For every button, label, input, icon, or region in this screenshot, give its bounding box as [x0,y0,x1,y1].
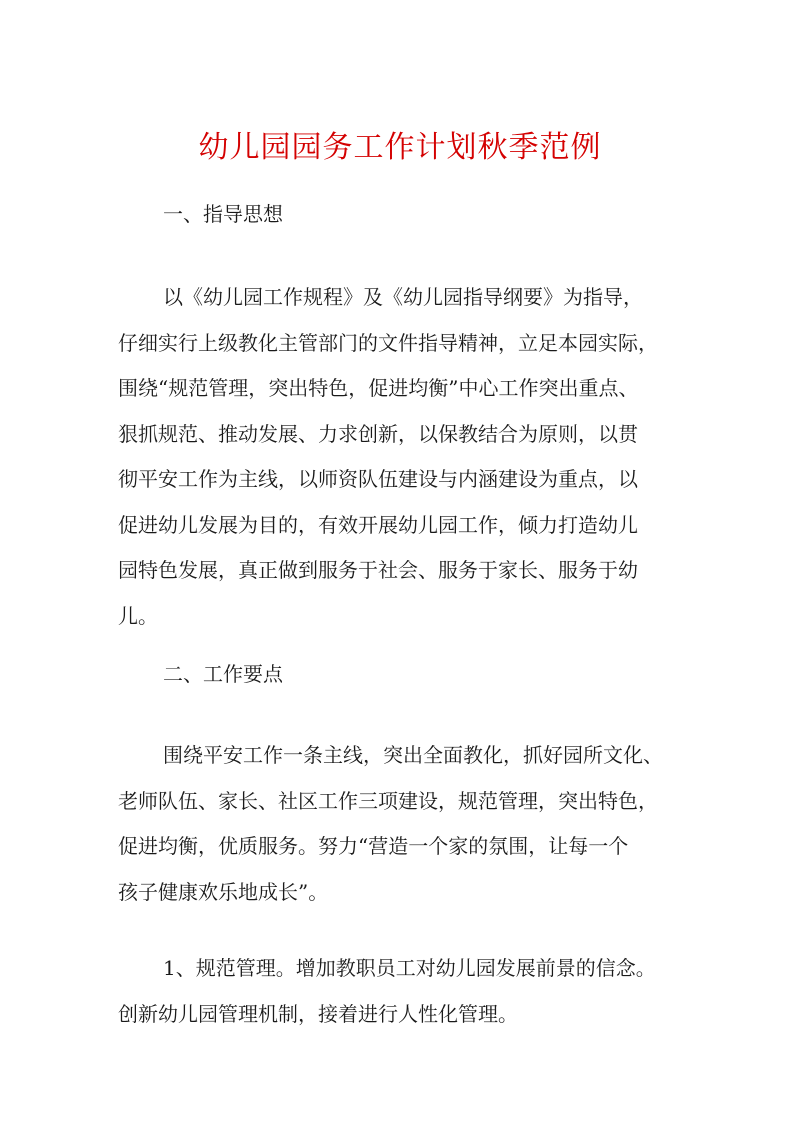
paragraph-line: 促进幼儿发展为目的，有效开展幼儿园工作，倾力打造幼儿 [118,512,638,537]
paragraph-item-1 [118,954,686,1045]
document-title: 幼儿园园务工作计划秋季范例 [198,130,602,165]
paragraph-line: 彻平安工作为主线，以师资队伍建设与内涵建设为重点，以 [118,467,638,491]
section-heading-guiding-ideology: 一、指导思想 [163,202,283,226]
paragraph-line: 围绕平安工作一条主线，突出全面教化，抓好园所文化、 [163,743,663,767]
paragraph-line: 狠抓规范、推动发展、力求创新，以保教结合为原则，以贯 [118,421,638,446]
paragraph-guiding-ideology [118,283,686,647]
paragraph-line: 以《幼儿园工作规程》及《幼儿园指导纲要》为指导， [163,285,643,309]
paragraph-line: 围绕“规范管理，突出特色，促进均衡”中心工作突出重点、 [118,376,639,400]
section-heading-work-points: 二、工作要点 [163,662,283,686]
paragraph-line: 促进均衡，优质服务。努力“营造一个家的氛围，让每一个 [118,834,629,858]
paragraph-line: 老师队伍、家长、社区工作三项建设，规范管理，突出特色， [118,788,658,813]
paragraph-line: 创新幼儿园管理机制，接着进行人性化管理。 [118,1001,518,1026]
paragraph-line: 仔细实行上级教化主管部门的文件指导精神，立足本园实际， [118,330,658,355]
paragraph-line: 园特色发展，真正做到服务于社会、服务于家长、服务于幼 [118,558,638,582]
paragraph-work-points [118,741,686,923]
paragraph-line: 1、规范管理。增加教职员工对幼儿园发展前景的信念。 [163,956,656,980]
paragraph-line: 儿。 [118,603,158,628]
paragraph-line: 孩子健康欢乐地成长”。 [118,879,329,904]
